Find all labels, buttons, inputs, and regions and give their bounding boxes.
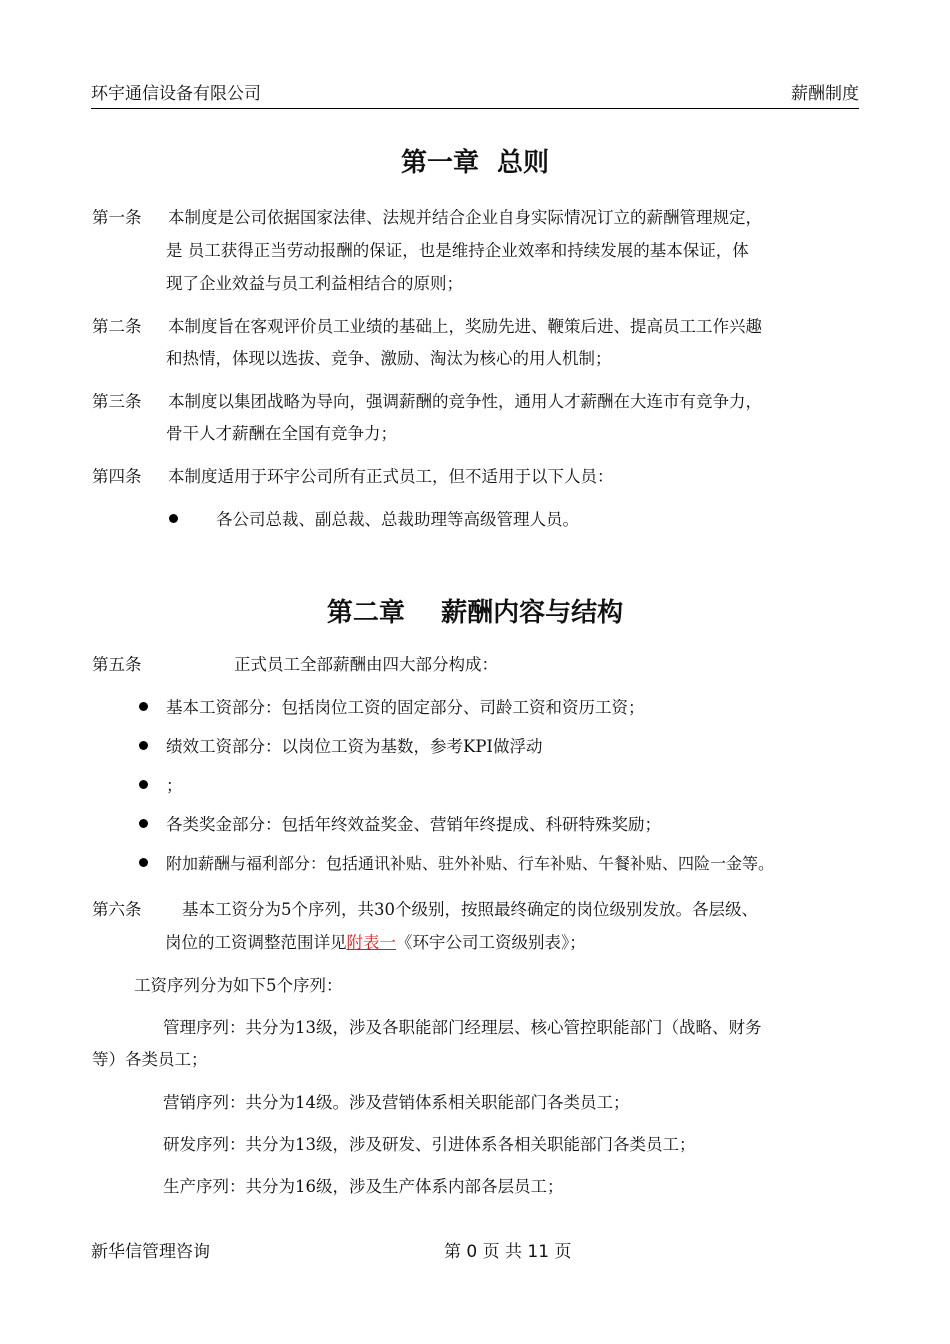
header-company: 环宇通信设备有限公司 xyxy=(91,84,261,104)
footer-consultant: 新华信管理咨询 xyxy=(91,1242,210,1262)
bullet-dot-icon xyxy=(139,819,148,828)
chapter1-title: 第一章 总则 xyxy=(400,148,550,178)
bullet-dot-icon xyxy=(139,780,148,789)
footer-page-info: 第 0 页 共 11 页 xyxy=(444,1242,572,1262)
art2-label: 第二条 xyxy=(92,317,142,336)
art5-bullet-4: 各类奖金部分：包括年终效益奖金、营销年终提成、科研特殊奖励； xyxy=(166,815,661,834)
art4-text: 本制度适用于环宇公司所有正式员工，但不适用于以下人员： xyxy=(168,467,614,486)
art6-line1: 基本工资分为5个序列，共30个级别，按照最终确定的岗位级别发放。各层级、 xyxy=(182,900,758,919)
art1-label: 第一条 xyxy=(92,208,142,227)
art3-label: 第三条 xyxy=(92,392,142,411)
art5-text: 正式员工全部薪酬由四大部分构成： xyxy=(234,655,498,674)
art1-line1: 本制度是公司依据国家法律、法规并结合企业自身实际情况订立的薪酬管理规定， xyxy=(168,208,762,227)
bullet-dot-icon xyxy=(169,514,178,523)
art5-label: 第五条 xyxy=(92,655,142,674)
bullet-dot-icon xyxy=(139,858,148,867)
art6-line2 xyxy=(165,932,586,954)
art1-line2: 是 员工获得正当劳动报酬的保证，也是维持企业效率和持续发展的基本保证，体 xyxy=(166,241,749,260)
header-doc-title: 薪酬制度 xyxy=(791,84,859,104)
art3-line1: 本制度以集团战略为导向，强调薪酬的竞争性，通用人才薪酬在大连市有竞争力， xyxy=(168,392,762,411)
series-rnd: 研发序列：共分为13级，涉及研发、引进体系各相关职能部门各类员工； xyxy=(163,1135,696,1154)
art6-label: 第六条 xyxy=(92,900,142,919)
chapter2-title: 第二章 薪酬内容与结构 xyxy=(326,598,624,628)
art4-label: 第四条 xyxy=(92,467,142,486)
series-mgmt-line1: 管理序列：共分为13级，涉及各职能部门经理层、核心管控职能部门（战略、财务 xyxy=(163,1018,762,1037)
art2-line2: 和热情，体现以选拔、竞争、激励、淘汰为核心的用人机制； xyxy=(166,349,612,368)
art5-bullet-1: 基本工资部分：包括岗位工资的固定部分、司龄工资和资历工资； xyxy=(166,698,645,717)
art1-line3: 现了企业效益与员工利益相结合的原则； xyxy=(166,274,463,293)
art6-line2-pre: 岗位的工资调整范围详见 xyxy=(165,933,347,952)
bullet-dot-icon xyxy=(139,741,148,750)
series-prod: 生产序列：共分为16级，涉及生产体系内部各层员工； xyxy=(163,1177,564,1196)
page-header xyxy=(91,82,859,109)
art3-line2: 骨干人才薪酬在全国有竞争力； xyxy=(166,424,397,443)
series-sales: 营销序列：共分为14级。涉及营销体系相关职能部门各类员工； xyxy=(163,1093,630,1112)
art6-line2-post: 《环宇公司工资级别表》； xyxy=(396,933,586,952)
bullet-dot-icon xyxy=(139,702,148,711)
series-mgmt-line2: 等）各类员工； xyxy=(92,1050,208,1069)
art4-bullet: 各公司总裁、副总裁、总裁助理等高级管理人员。 xyxy=(216,510,579,529)
art5-bullet-5: 附加薪酬与福利部分：包括通讯补贴、驻外补贴、行车补贴、午餐补贴、四险一金等。 xyxy=(166,854,775,873)
appendix-link[interactable]: 附表一 xyxy=(346,933,396,952)
art5-bullet-3: ； xyxy=(166,776,183,795)
series-intro: 工资序列分为如下5个序列： xyxy=(134,976,343,995)
art2-line1: 本制度旨在客观评价员工业绩的基础上，奖励先进、鞭策后进、提高员工工作兴趣 xyxy=(168,317,762,336)
art5-bullet-2: 绩效工资部分：以岗位工资为基数，参考KPI做浮动 xyxy=(166,737,543,756)
